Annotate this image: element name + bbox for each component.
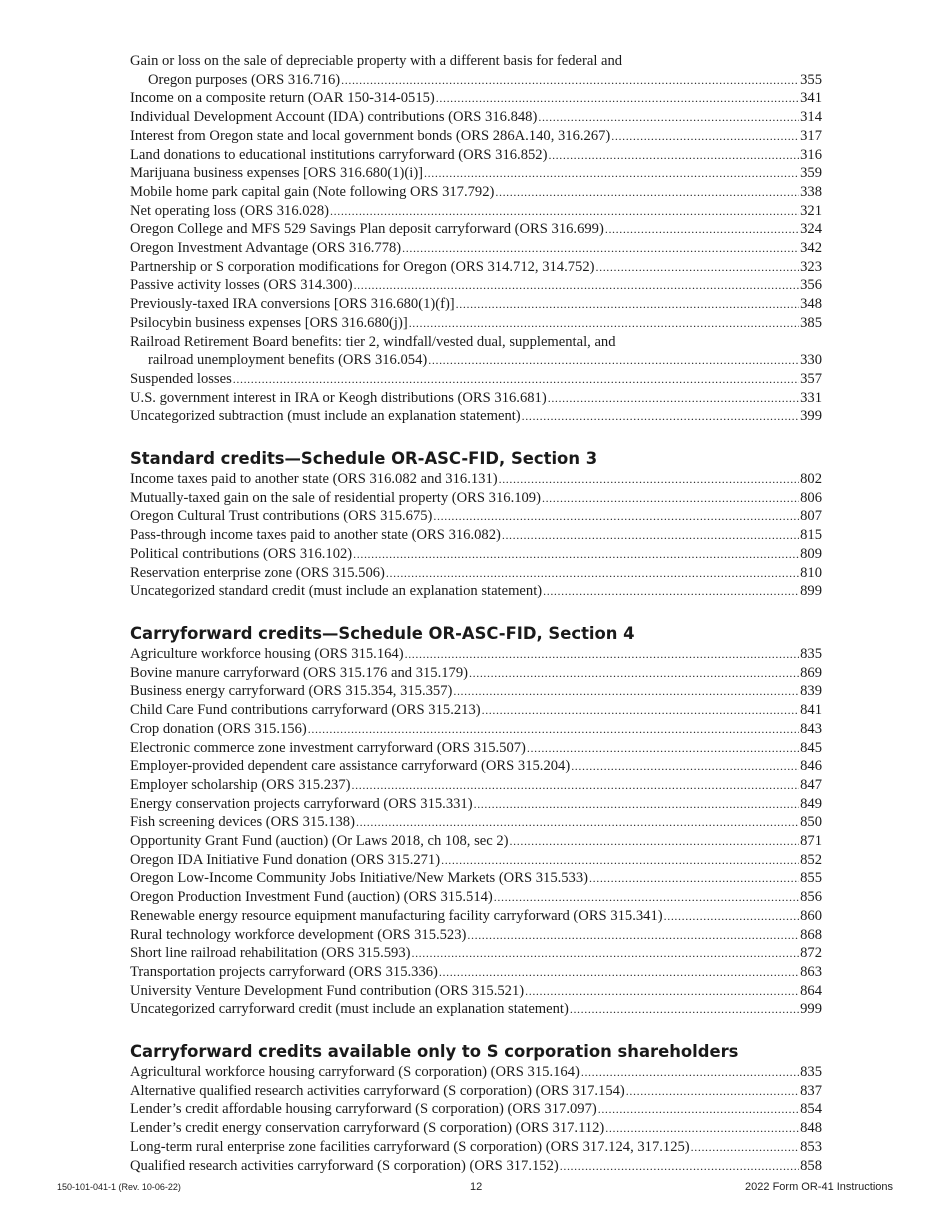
dot-leader	[330, 202, 799, 221]
entry-code: 359	[800, 165, 822, 182]
s-corp-credits-heading: Carryforward credits available only to S corporation shareholders	[130, 1042, 739, 1062]
entry-code: 860	[800, 907, 822, 924]
dot-leader	[548, 389, 799, 408]
dot-leader	[494, 888, 799, 907]
entry-code: 357	[800, 370, 822, 387]
entry-label: Agricultural workforce housing carryforward (S corporation) (ORS 315.164)	[130, 1064, 580, 1081]
code-entry	[130, 1138, 822, 1157]
entry-label: Individual Development Account (IDA) contributions (ORS 316.848)	[130, 109, 538, 126]
entry-label: railroad unemployment benefits (ORS 316.054)	[148, 352, 428, 369]
entry-label: Qualified research activities carryforward (S corporation) (ORS 317.152)	[130, 1157, 559, 1174]
dot-leader	[441, 851, 799, 870]
code-entry	[130, 127, 822, 146]
entry-label: Crop donation (ORS 315.156)	[130, 720, 307, 737]
carryforward-credits-heading: Carryforward credits—Schedule OR-ASC-FID, Section 4	[130, 623, 635, 643]
entry-label: Uncategorized carryforward credit (must include an explanation statement)	[130, 1001, 569, 1018]
dot-leader	[571, 757, 799, 776]
dot-leader	[424, 164, 799, 183]
entry-label: Uncategorized standard credit (must include an explanation statement)	[130, 583, 543, 600]
document-title: 2022 Form OR-41 Instructions	[745, 1181, 893, 1193]
form-id: 150-101-041-1 (Rev. 10-06-22)	[57, 1182, 181, 1192]
page-number: 12	[470, 1181, 483, 1193]
dot-leader	[495, 183, 799, 202]
entry-code: 853	[800, 1138, 822, 1155]
code-entry	[130, 71, 822, 90]
entry-label: Interest from Oregon state and local government bonds (ORS 286A.140, 316.267)	[130, 127, 611, 144]
code-entry	[130, 645, 822, 664]
entry-label: Suspended losses	[130, 370, 232, 387]
code-entry	[130, 963, 822, 982]
entry-code: 849	[800, 795, 822, 812]
code-entry	[130, 907, 822, 926]
dot-leader	[525, 982, 799, 1001]
entry-code: 899	[800, 583, 822, 600]
carryforward-credits-list	[130, 645, 822, 1019]
entry-code: 855	[800, 870, 822, 887]
entry-code: 810	[800, 564, 822, 581]
code-entry	[130, 314, 822, 333]
dot-leader	[405, 645, 800, 664]
entry-code: 999	[800, 1001, 822, 1018]
entry-label: Uncategorized subtraction (must include an explanation statement)	[130, 408, 521, 425]
code-entry	[130, 851, 822, 870]
dot-leader	[411, 944, 799, 963]
dot-leader	[352, 776, 800, 795]
entry-code: 321	[800, 202, 822, 219]
entry-label: U.S. government interest in IRA or Keogh distributions (ORS 316.681)	[130, 389, 547, 406]
entry-code: 837	[800, 1082, 822, 1099]
code-entry	[130, 1082, 822, 1101]
entry-code: 858	[800, 1157, 822, 1174]
dot-leader	[542, 489, 799, 508]
code-entry	[130, 564, 822, 583]
page-content	[130, 52, 822, 1175]
code-entry	[130, 1063, 822, 1082]
code-entry	[130, 370, 822, 389]
dot-leader	[409, 314, 799, 333]
code-entry	[130, 757, 822, 776]
dot-leader	[589, 869, 799, 888]
code-entry	[130, 489, 822, 508]
code-entry	[130, 164, 822, 183]
dot-leader	[341, 71, 799, 90]
entry-code: 815	[800, 527, 822, 544]
dot-leader	[581, 1063, 799, 1082]
entry-code: 314	[800, 109, 822, 126]
dot-leader	[433, 507, 799, 526]
dot-leader	[402, 239, 799, 258]
dot-leader	[626, 1082, 799, 1101]
code-entry	[130, 146, 822, 165]
dot-leader	[570, 1000, 799, 1019]
entry-code: 802	[800, 471, 822, 488]
entry-code: 846	[800, 758, 822, 775]
entry-label: Political contributions (ORS 316.102)	[130, 545, 353, 562]
entry-label: Net operating loss (ORS 316.028)	[130, 202, 330, 219]
entry-label: Alternative qualified research activities carryforward (S corporation) (ORS 317.154)	[130, 1082, 625, 1099]
dot-leader	[474, 795, 800, 814]
dot-leader	[436, 89, 799, 108]
entry-code: 835	[800, 1064, 822, 1081]
entry-code: 317	[800, 127, 822, 144]
code-entry	[130, 108, 822, 127]
entry-code: 323	[800, 258, 822, 275]
entry-label: Rural technology workforce development (ORS 315.523)	[130, 926, 467, 943]
code-entry	[130, 407, 822, 426]
dot-leader	[605, 1119, 799, 1138]
entry-code: 839	[800, 683, 822, 700]
entry-code: 331	[800, 389, 822, 406]
entry-code: 848	[800, 1120, 822, 1137]
entry-code: 806	[800, 489, 822, 506]
dot-leader	[605, 220, 799, 239]
code-entry	[130, 776, 822, 795]
entry-label: Oregon IDA Initiative Fund donation (ORS 315.271)	[130, 851, 441, 868]
entry-code: 845	[800, 739, 822, 756]
entry-label: Mobile home park capital gain (Note following ORS 317.792)	[130, 183, 495, 200]
entry-label: Reservation enterprise zone (ORS 315.506)	[130, 564, 385, 581]
dot-leader	[664, 907, 799, 926]
entry-label: Mutually-taxed gain on the sale of residential property (ORS 316.109)	[130, 489, 541, 506]
entry-label: Oregon Production Investment Fund (auction) (ORS 315.514)	[130, 889, 493, 906]
entry-label: Oregon Investment Advantage (ORS 316.778)	[130, 240, 402, 257]
code-entry	[130, 545, 822, 564]
code-entry	[130, 351, 822, 370]
entry-label: Agriculture workforce housing (ORS 315.164)	[130, 645, 404, 662]
entry-code: 324	[800, 221, 822, 238]
dot-leader	[527, 739, 799, 758]
dot-leader	[386, 564, 799, 583]
dot-leader	[233, 370, 799, 389]
entry-label: Lender’s credit energy conservation carryforward (S corporation) (ORS 317.112)	[130, 1120, 605, 1137]
entry-code: 356	[800, 277, 822, 294]
entry-label: Oregon Low-Income Community Jobs Initiative/New Markets (ORS 315.533)	[130, 870, 589, 887]
entry-code: 385	[800, 314, 822, 331]
entry-label: Partnership or S corporation modifications for Oregon (ORS 314.712, 314.752)	[130, 258, 595, 275]
code-entry	[130, 1000, 822, 1019]
entry-label: Transportation projects carryforward (ORS 315.336)	[130, 963, 438, 980]
dot-leader	[611, 127, 799, 146]
entry-label: Oregon purposes (ORS 316.716)	[148, 71, 341, 88]
entry-code: 342	[800, 240, 822, 257]
entry-label: Psilocybin business expenses [ORS 316.680(j)]	[130, 314, 408, 331]
dot-leader	[538, 108, 799, 127]
dot-leader	[469, 664, 799, 683]
code-entry	[130, 944, 822, 963]
dot-leader	[456, 295, 799, 314]
code-entry	[130, 389, 822, 408]
dot-leader	[308, 720, 799, 739]
dot-leader	[354, 276, 800, 295]
entry-label: Employer scholarship (ORS 315.237)	[130, 776, 351, 793]
entry-label: Business energy carryforward (ORS 315.354, 315.357)	[130, 683, 453, 700]
dot-leader	[353, 545, 799, 564]
entry-code: 868	[800, 926, 822, 943]
entry-label: Child Care Fund contributions carryforward (ORS 315.213)	[130, 702, 481, 719]
code-entry	[130, 582, 822, 601]
dot-leader	[510, 832, 800, 851]
entry-code: 869	[800, 664, 822, 681]
entry-label: Energy conservation projects carryforward (ORS 315.331)	[130, 795, 473, 812]
code-entry	[130, 1100, 822, 1119]
entry-label: Bovine manure carryforward (ORS 315.176 and 315.179)	[130, 664, 469, 681]
entry-code: 341	[800, 90, 822, 107]
entry-code: 843	[800, 720, 822, 737]
entry-code: 330	[800, 352, 822, 369]
entry-label: Passive activity losses (ORS 314.300)	[130, 277, 353, 294]
entry-label: Oregon College and MFS 529 Savings Plan deposit carryforward (ORS 316.699)	[130, 221, 604, 238]
entry-label: Income on a composite return (OAR 150-314-0515)	[130, 90, 435, 107]
entry-code: 863	[800, 963, 822, 980]
code-entry	[130, 202, 822, 221]
entry-code: 847	[800, 776, 822, 793]
entry-label: Pass-through income taxes paid to another state (ORS 316.082)	[130, 527, 501, 544]
standard-credits-list	[130, 470, 822, 601]
dot-leader	[543, 582, 799, 601]
code-entry	[130, 832, 822, 851]
entry-code: 864	[800, 982, 822, 999]
dot-leader	[548, 146, 799, 165]
entry-code: 854	[800, 1101, 822, 1118]
code-entry	[130, 682, 822, 701]
code-entry	[130, 1157, 822, 1176]
dot-leader	[453, 682, 799, 701]
standard-credits-heading: Standard credits—Schedule OR-ASC-FID, Section 3	[130, 449, 598, 469]
entry-label: Short line railroad rehabilitation (ORS 315.593)	[130, 945, 411, 962]
code-entry	[130, 869, 822, 888]
dot-leader	[596, 258, 800, 277]
entry-first-line: Railroad Retirement Board benefits: tier 2, windfall/vested dual, supplemental, and	[130, 333, 616, 350]
code-entry	[130, 258, 822, 277]
code-entry	[130, 982, 822, 1001]
code-entry	[130, 888, 822, 907]
dot-leader	[356, 813, 799, 832]
entry-code: 316	[800, 146, 822, 163]
code-entry	[130, 276, 822, 295]
dot-leader	[467, 926, 799, 945]
code-entry	[130, 220, 822, 239]
code-entry	[130, 926, 822, 945]
entry-code: 872	[800, 945, 822, 962]
dot-leader	[598, 1100, 799, 1119]
code-entry	[130, 701, 822, 720]
code-entry	[130, 739, 822, 758]
dot-leader	[691, 1138, 799, 1157]
dot-leader	[428, 351, 799, 370]
entry-label: Electronic commerce zone investment carryforward (ORS 315.507)	[130, 739, 526, 756]
entry-code: 871	[800, 833, 822, 850]
entry-label: Fish screening devices (ORS 315.138)	[130, 814, 355, 831]
dot-leader	[439, 963, 799, 982]
entry-first-line: Gain or loss on the sale of depreciable property with a different basis for federal and	[130, 53, 623, 69]
entry-code: 852	[800, 851, 822, 868]
entry-label: Long-term rural enterprise zone facilities carryforward (S corporation) (ORS 317.124, 317.125)	[130, 1138, 690, 1155]
entry-code: 850	[800, 814, 822, 831]
code-entry	[130, 183, 822, 202]
entry-label: Opportunity Grant Fund (auction) (Or Laws 2018, ch 108, sec 2)	[130, 833, 509, 850]
dot-leader	[522, 407, 799, 426]
entry-label: Land donations to educational institutions carryforward (ORS 316.852)	[130, 146, 548, 163]
code-entry	[130, 664, 822, 683]
code-entry	[130, 295, 822, 314]
entry-label: Oregon Cultural Trust contributions (ORS 315.675)	[130, 508, 433, 525]
code-entry	[130, 239, 822, 258]
entry-code: 835	[800, 645, 822, 662]
entry-label: Employer-provided dependent care assistance carryforward (ORS 315.204)	[130, 758, 571, 775]
entry-label: University Venture Development Fund contribution (ORS 315.521)	[130, 982, 525, 999]
entry-label: Lender’s credit affordable housing carryforward (S corporation) (ORS 317.097)	[130, 1101, 597, 1118]
entry-code: 856	[800, 889, 822, 906]
dot-leader	[499, 470, 800, 489]
entry-code: 841	[800, 702, 822, 719]
entry-code: 348	[800, 296, 822, 313]
entry-label: Income taxes paid to another state (ORS 316.082 and 316.131)	[130, 471, 498, 488]
code-entry	[130, 507, 822, 526]
subtraction-list	[130, 52, 822, 426]
code-entry	[130, 526, 822, 545]
dot-leader	[482, 701, 800, 720]
code-entry	[130, 1119, 822, 1138]
entry-code: 355	[800, 71, 822, 88]
entry-code: 399	[800, 408, 822, 425]
dot-leader	[502, 526, 799, 545]
code-entry	[130, 720, 822, 739]
code-entry	[130, 470, 822, 489]
entry-code: 809	[800, 545, 822, 562]
s-corp-credits-list	[130, 1063, 822, 1175]
code-entry	[130, 795, 822, 814]
dot-leader	[560, 1157, 799, 1176]
code-entry	[130, 813, 822, 832]
entry-code: 807	[800, 508, 822, 525]
entry-label: Marijuana business expenses [ORS 316.680(1)(i)]	[130, 165, 424, 182]
entry-code: 338	[800, 183, 822, 200]
entry-label: Previously-taxed IRA conversions [ORS 316.680(1)(f)]	[130, 296, 455, 313]
code-entry	[130, 89, 822, 108]
entry-label: Renewable energy resource equipment manufacturing facility carryforward (ORS 315.341)	[130, 907, 663, 924]
